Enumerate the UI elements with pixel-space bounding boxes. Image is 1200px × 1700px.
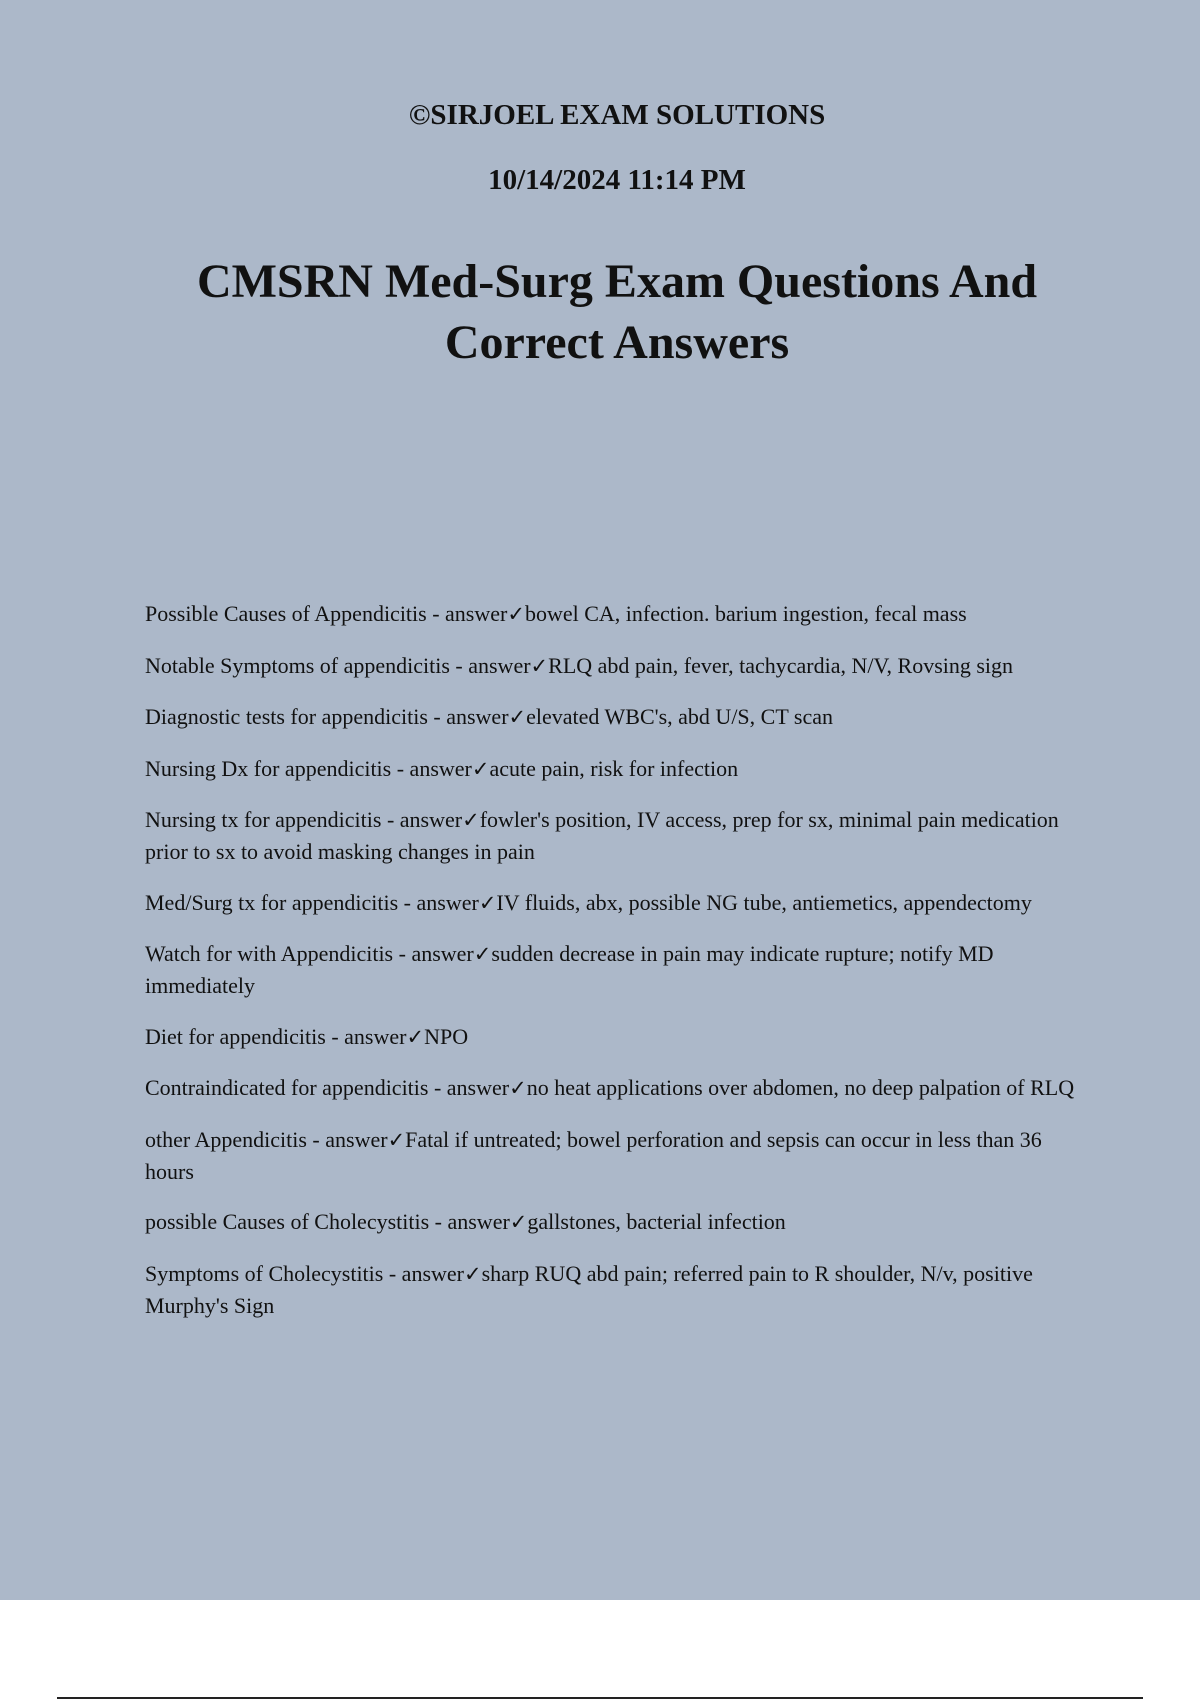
answer-text: Fatal if untreated; bowel perforation and sepsis can occur in less than 36 hours	[145, 1126, 1042, 1184]
title-line-1: CMSRN Med-Surg Exam Questions And	[196, 255, 1038, 308]
question-text: Symptoms of Cholecystitis	[145, 1260, 384, 1286]
qa-list	[145, 598, 1095, 1340]
answer-separator: - answer	[383, 1260, 464, 1286]
question-text: Contraindicated for appendicitis	[145, 1075, 429, 1100]
answer-separator: - answer	[325, 1023, 407, 1049]
qa-item	[145, 753, 1095, 785]
check-icon: ✓	[387, 1127, 406, 1152]
question-text: possible Causes of Cholecystitis	[145, 1209, 430, 1234]
question-text: Watch for with Appendicitis	[145, 941, 394, 966]
question-text: Notable Symptoms of appendicitis	[145, 652, 450, 678]
footer-divider	[57, 1697, 1143, 1699]
answer-text: sharp RUQ abd pain; referred pain to R shoulder, N/v, positive Murphy's Sign	[145, 1260, 1033, 1318]
check-icon: ✓	[509, 1210, 528, 1234]
check-icon: ✓	[471, 756, 490, 781]
brand-header: ©SIRJOEL EXAM SOLUTIONS	[408, 99, 826, 131]
answer-text: no heat applications over abdomen, no deep palpation of RLQ	[526, 1075, 1075, 1100]
question-text: Nursing Dx for appendicitis	[145, 755, 392, 781]
answer-separator: - answer	[449, 652, 531, 678]
check-icon: ✓	[473, 942, 492, 966]
question-text: Diet for appendicitis	[145, 1023, 326, 1049]
qa-item	[145, 1124, 1095, 1187]
answer-text: acute pain, risk for infection	[489, 755, 739, 781]
qa-item	[145, 1258, 1095, 1321]
qa-item	[145, 938, 1095, 1001]
qa-item	[145, 1072, 1095, 1104]
question-text: Possible Causes of Appendicitis	[145, 601, 427, 626]
qa-item	[145, 701, 1095, 733]
answer-separator: - answer	[306, 1126, 388, 1152]
check-icon: ✓	[507, 602, 525, 626]
answer-text: gallstones, bacterial infection	[527, 1209, 786, 1234]
answer-separator: - answer	[381, 807, 463, 832]
check-icon: ✓	[462, 808, 480, 832]
qa-item	[145, 804, 1095, 867]
qa-item	[145, 887, 1095, 919]
answer-text: fowler's position, IV access, prep for sx, minimal pain medication prior to sx to avoid masking changes in pain	[145, 807, 1059, 864]
document-datetime: 10/14/2024 11:14 PM	[488, 164, 746, 196]
qa-item	[145, 1206, 1095, 1238]
answer-separator: - answer	[427, 704, 509, 729]
check-icon: ✓	[508, 705, 527, 729]
answer-separator: - answer	[426, 601, 508, 626]
answer-text: sudden decrease in pain may indicate rupture; notify MD immediately	[145, 941, 994, 998]
title-line-2: Correct Answers	[444, 316, 790, 369]
question-text: Med/Surg tx for appendicitis	[145, 889, 399, 915]
answer-text: IV fluids, abx, possible NG tube, antiemetics, appendectomy	[496, 889, 1032, 915]
answer-text: elevated WBC's, abd U/S, CT scan	[526, 704, 833, 729]
check-icon: ✓	[464, 1261, 482, 1286]
answer-separator: - answer	[429, 1209, 510, 1234]
question-text: Nursing tx for appendicitis	[145, 807, 382, 832]
answer-text: NPO	[424, 1023, 469, 1049]
check-icon: ✓	[478, 890, 497, 915]
check-icon: ✓	[530, 653, 549, 678]
qa-item	[145, 598, 1095, 630]
question-text: other Appendicitis	[145, 1126, 307, 1152]
check-icon: ✓	[406, 1024, 425, 1049]
answer-text: bowel CA, infection. barium ingestion, fecal mass	[524, 601, 967, 626]
answer-separator: - answer	[398, 889, 479, 915]
qa-item	[145, 650, 1095, 682]
answer-separator: - answer	[391, 755, 472, 781]
qa-item	[145, 1021, 1095, 1053]
question-text: Diagnostic tests for appendicitis	[145, 704, 428, 729]
answer-text: RLQ abd pain, fever, tachycardia, N/V, Rovsing sign	[548, 652, 1014, 678]
check-icon: ✓	[509, 1076, 527, 1100]
answer-separator: - answer	[393, 941, 474, 966]
answer-separator: - answer	[428, 1075, 510, 1100]
document-title	[0, 251, 1200, 373]
